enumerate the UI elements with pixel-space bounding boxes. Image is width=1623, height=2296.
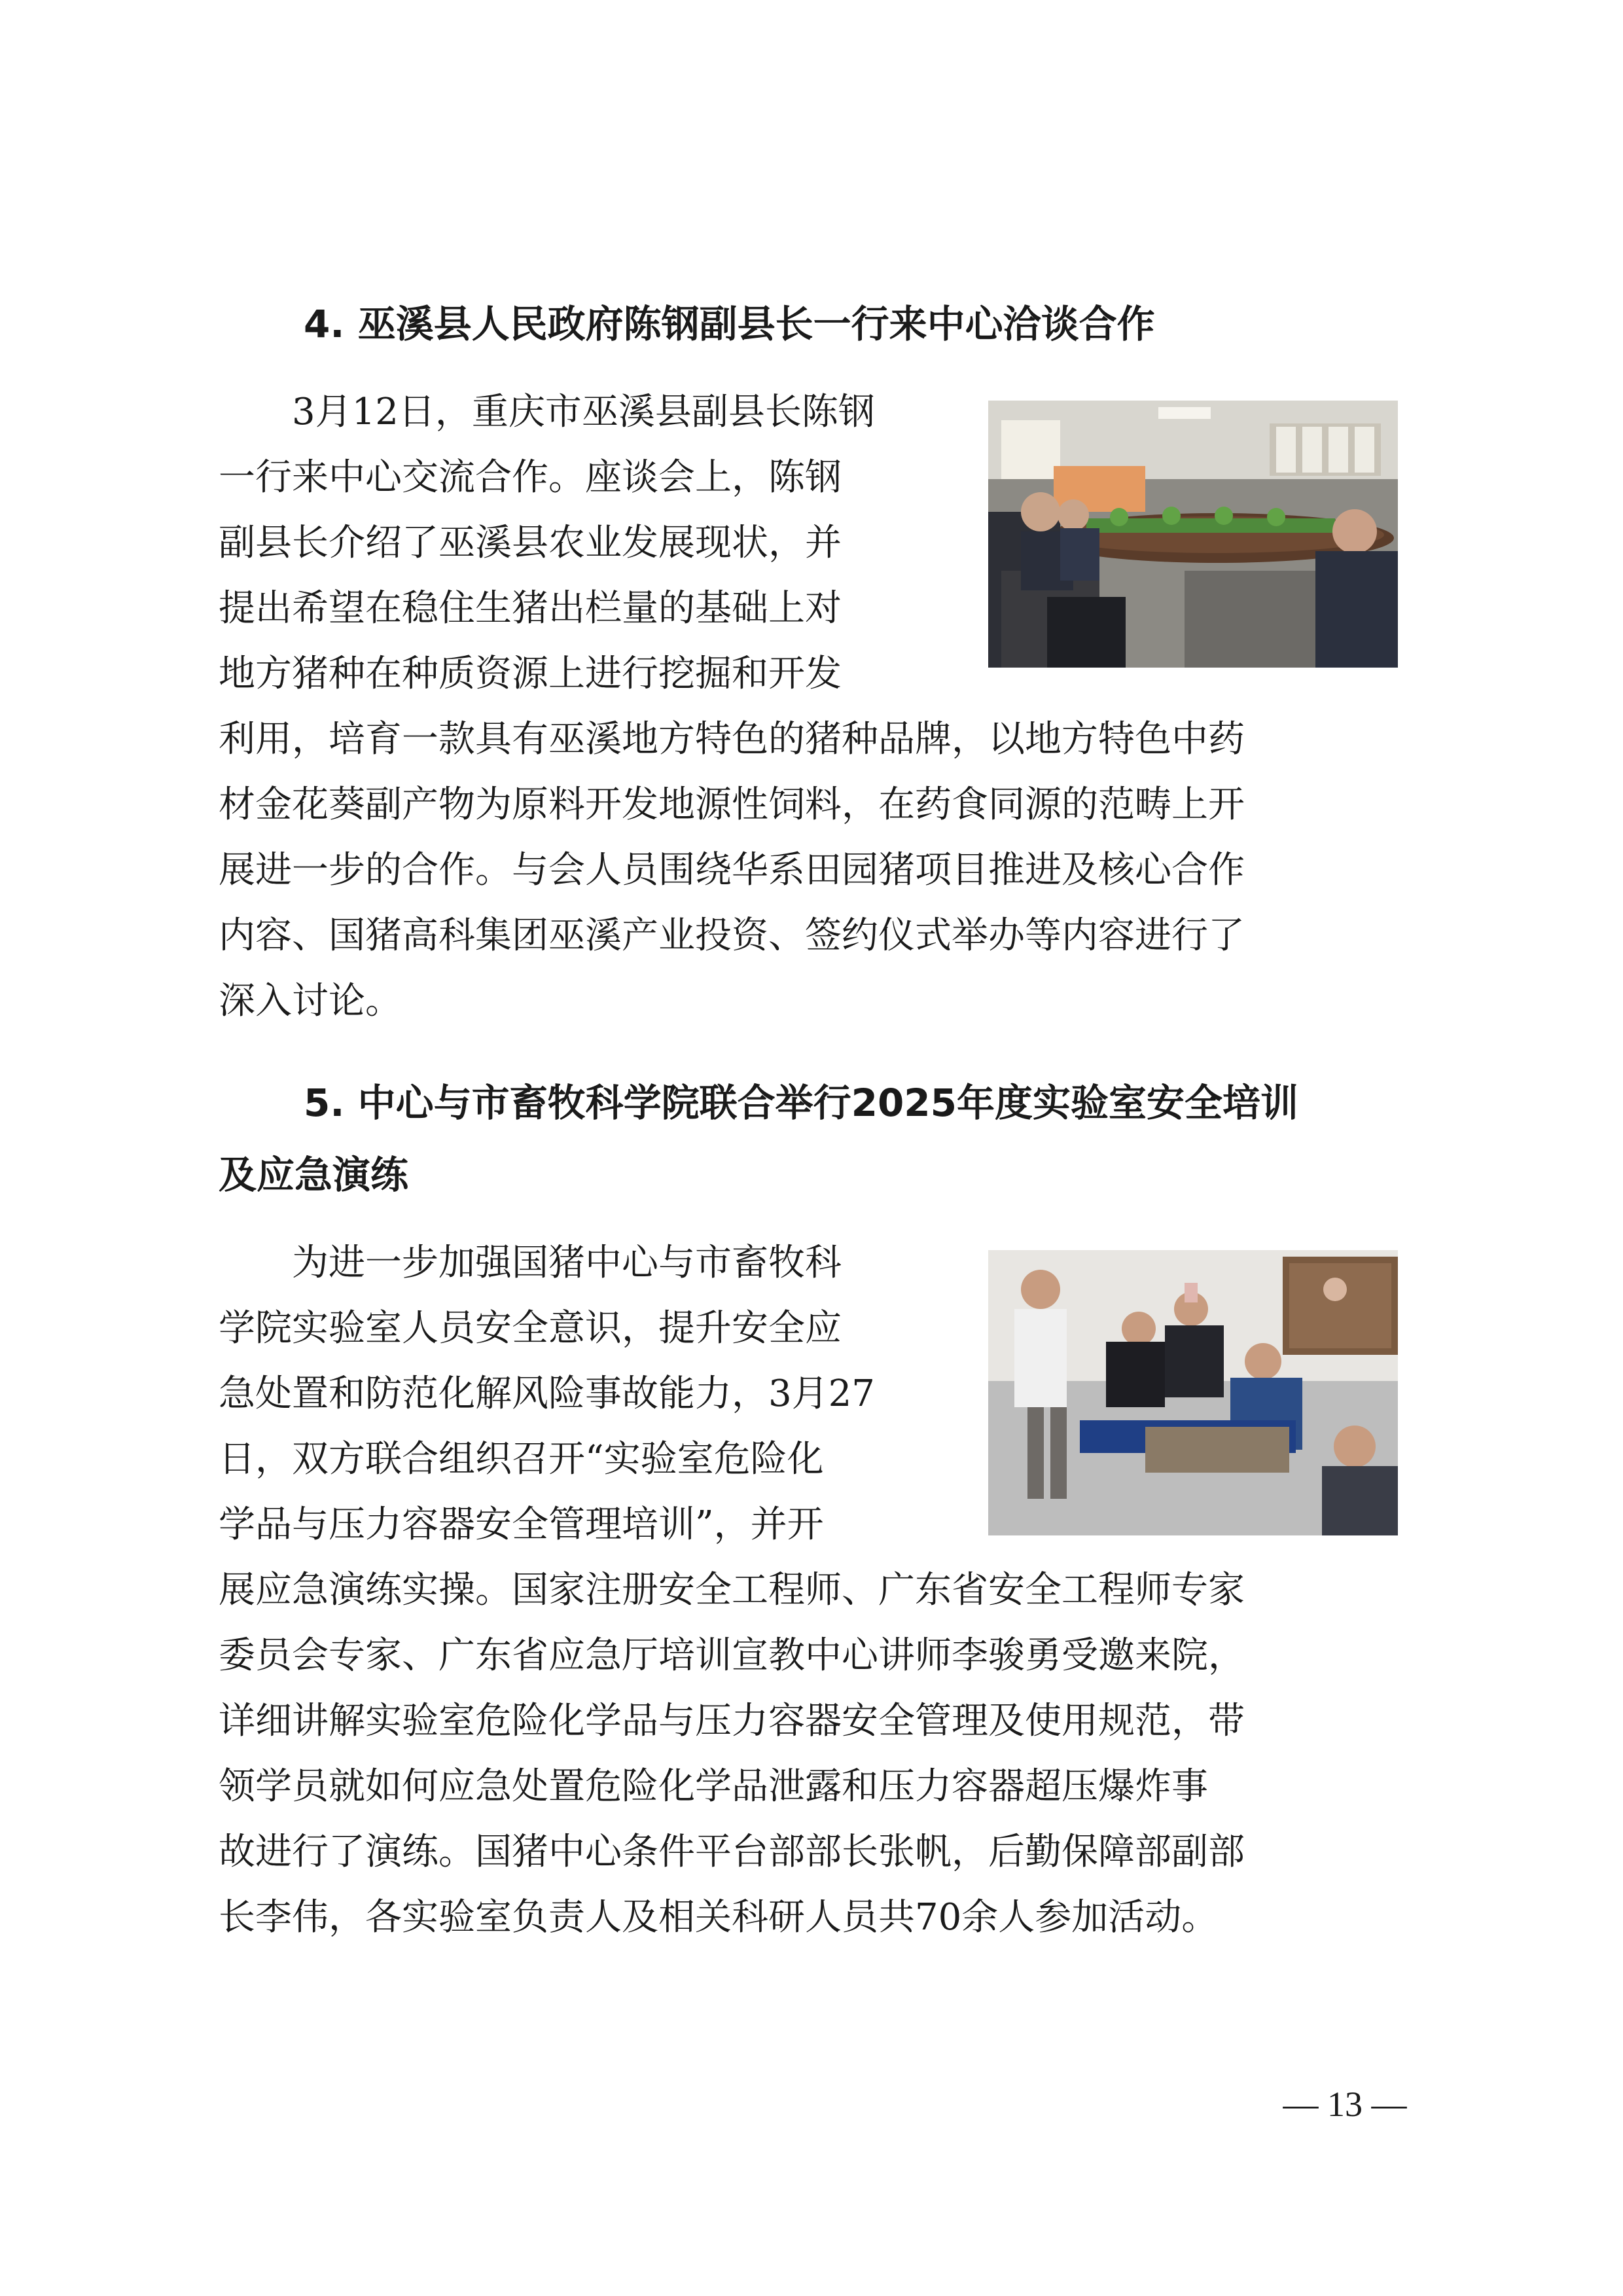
paragraph-line: 深入讨论。 (219, 980, 402, 1022)
page-number: — 13 — (1283, 2085, 1407, 2124)
paragraph-line: 展应急演练实操。国家注册安全工程师、广东省安全工程师专家 (219, 1569, 1245, 1611)
paragraph-line: 地方猪种在种质资源上进行挖掘和开发 (219, 653, 842, 695)
paragraph-line: 委员会专家、广东省应急厅培训宣教中心讲师李骏勇受邀来院， (219, 1634, 1245, 1677)
paragraph-line: 利用，培育一款具有巫溪地方特色的猪种品牌，以地方特色中药 (219, 718, 1245, 761)
section-4-heading: 4. 巫溪县人民政府陈钢副县长一行来中心洽谈合作 (304, 302, 1155, 346)
section-5-heading-continued (219, 1139, 1404, 1211)
meeting-photo (988, 401, 1398, 668)
paragraph-line: 长李伟，各实验室负责人及相关科研人员共70余人参加活动。 (219, 1896, 1219, 1939)
paragraph-line: 材金花葵副产物为原料开发地源性饲料，在药食同源的范畴上开 (219, 783, 1245, 826)
paragraph-line: 领学员就如何应急处置危险化学品泄露和压力容器超压爆炸事 (219, 1765, 1208, 1808)
paragraph-line: 一行来中心交流合作。座谈会上，陈钢 (219, 456, 842, 499)
paragraph-line: 提出希望在稳住生猪出栏量的基础上对 (219, 587, 842, 630)
paragraph-line: 学品与压力容器安全管理培训”，并开 (219, 1503, 824, 1546)
paragraph-line: 急处置和防范化解风险事故能力，3月27 (219, 1372, 875, 1415)
drill-photo (988, 1250, 1398, 1535)
paragraph-line: 详细讲解实验室危险化学品与压力容器安全管理及使用规范，带 (219, 1700, 1245, 1742)
paragraph-line: 日，双方联合组织召开“实验室危险化 (219, 1438, 824, 1480)
paragraph-line: 副县长介绍了巫溪县农业发展现状，并 (219, 522, 842, 564)
section-5-heading-line-2: 及应急演练 (219, 1153, 409, 1197)
paragraph-line: 展进一步的合作。与会人员围绕华系田园猪项目推进及核心合作 (219, 849, 1245, 891)
paragraph-line: 学院实验室人员安全意识，提升安全应 (219, 1307, 842, 1350)
section-5-heading (304, 1067, 1427, 1139)
section-5-heading-line-1: 5. 中心与市畜牧科学院联合举行2025年度实验室安全培训 (304, 1081, 1299, 1125)
paragraph-line: 为进一步加强国猪中心与市畜牧科 (292, 1242, 842, 1284)
paragraph-line: 故进行了演练。国猪中心条件平台部部长张帆，后勤保障部副部 (219, 1831, 1245, 1873)
paragraph-line: 内容、国猪高科集团巫溪产业投资、签约仪式举办等内容进行了 (219, 914, 1245, 957)
paragraph-line: 3月12日，重庆市巫溪县副县长陈钢 (292, 391, 875, 433)
